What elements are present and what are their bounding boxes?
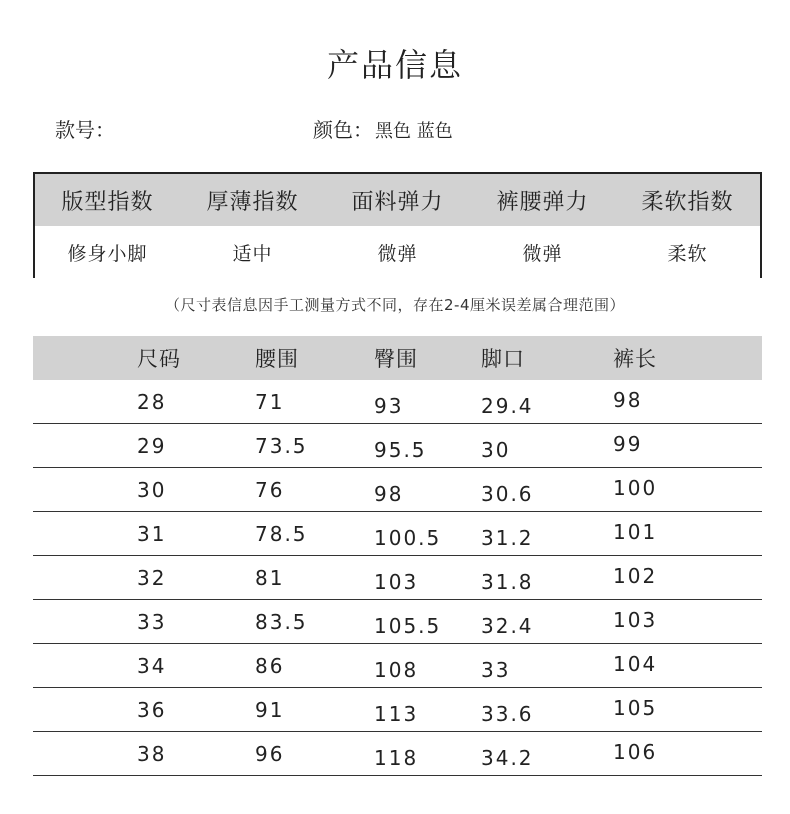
cell-length: 104	[613, 652, 658, 676]
style-number-label: 款号：	[55, 118, 115, 142]
attr-header-fit: 版型指数	[61, 189, 154, 215]
cell-size: 32	[137, 566, 167, 590]
cell-hip: 93	[374, 394, 404, 418]
table-row	[33, 600, 762, 644]
cell-hip: 98	[374, 482, 404, 506]
cell-hip: 100.5	[374, 526, 442, 550]
cell-leg-opening: 30.6	[481, 482, 534, 506]
cell-leg-opening: 31.8	[481, 570, 534, 594]
table-row	[33, 556, 762, 600]
table-row	[33, 380, 762, 424]
cell-length: 105	[613, 696, 658, 720]
style-number	[55, 114, 117, 143]
cell-waist: 81	[255, 566, 285, 590]
cell-size: 28	[137, 390, 167, 414]
cell-waist: 73.5	[255, 434, 308, 458]
cell-size: 38	[137, 742, 167, 766]
cell-waist: 96	[255, 742, 285, 766]
cell-hip: 95.5	[374, 438, 427, 462]
cell-hip: 105.5	[374, 614, 442, 638]
cell-size: 31	[137, 522, 167, 546]
cell-leg-opening: 30	[481, 438, 511, 462]
cell-leg-opening: 32.4	[481, 614, 534, 638]
cell-leg-opening: 31.2	[481, 526, 534, 550]
cell-size: 34	[137, 654, 167, 678]
cell-length: 98	[613, 388, 643, 412]
product-attributes-table	[33, 172, 762, 278]
cell-leg-opening: 33	[481, 658, 511, 682]
header-leg-opening: 脚口	[481, 347, 525, 371]
cell-length: 101	[613, 520, 658, 544]
attr-header-fabric-stretch: 面料弹力	[351, 189, 444, 215]
cell-length: 102	[613, 564, 658, 588]
cell-waist: 71	[255, 390, 285, 414]
cell-leg-opening: 29.4	[481, 394, 534, 418]
cell-waist: 91	[255, 698, 285, 722]
table-row	[33, 424, 762, 468]
measurement-note: （尺寸表信息因手工测量方式不同，存在2-4厘米误差属合理范围）	[164, 296, 625, 314]
size-table-header	[33, 336, 762, 380]
cell-waist: 83.5	[255, 610, 308, 634]
attr-header-softness: 柔软指数	[641, 189, 734, 215]
table-row	[33, 644, 762, 688]
attr-header-thickness: 厚薄指数	[206, 189, 299, 215]
table-row	[33, 732, 762, 776]
cell-length: 99	[613, 432, 643, 456]
cell-size: 36	[137, 698, 167, 722]
cell-size: 29	[137, 434, 167, 458]
color-value: 黑色 蓝色	[375, 121, 453, 142]
table-row	[33, 688, 762, 732]
header-hip: 臀围	[374, 347, 418, 371]
attr-value-fabric-stretch: 微弹	[377, 242, 418, 265]
cell-hip: 103	[374, 570, 419, 594]
cell-hip: 113	[374, 702, 419, 726]
cell-length: 100	[613, 476, 658, 500]
cell-length: 103	[613, 608, 658, 632]
attr-value-fit: 修身小脚	[67, 242, 148, 265]
cell-waist: 76	[255, 478, 285, 502]
attributes-value-row	[35, 226, 760, 278]
cell-hip: 118	[374, 746, 419, 770]
color-label: 颜色：	[313, 118, 373, 142]
cell-size: 33	[137, 610, 167, 634]
cell-waist: 78.5	[255, 522, 308, 546]
cell-leg-opening: 33.6	[481, 702, 534, 726]
attributes-header-row	[35, 174, 760, 226]
attr-value-waist-stretch: 微弹	[522, 242, 563, 265]
color-info	[313, 114, 453, 143]
attr-value-softness: 柔软	[667, 242, 708, 265]
header-length: 裤长	[613, 347, 657, 371]
header-size: 尺码	[137, 347, 181, 371]
header-waist: 腰围	[255, 347, 299, 371]
page-title: 产品信息	[326, 46, 463, 84]
size-table	[33, 336, 762, 776]
table-row	[33, 512, 762, 556]
attr-header-waist-stretch: 裤腰弹力	[496, 189, 589, 215]
cell-waist: 86	[255, 654, 285, 678]
cell-hip: 108	[374, 658, 419, 682]
table-row	[33, 468, 762, 512]
cell-size: 30	[137, 478, 167, 502]
cell-length: 106	[613, 740, 658, 764]
attr-value-thickness: 适中	[232, 242, 273, 265]
cell-leg-opening: 34.2	[481, 746, 534, 770]
